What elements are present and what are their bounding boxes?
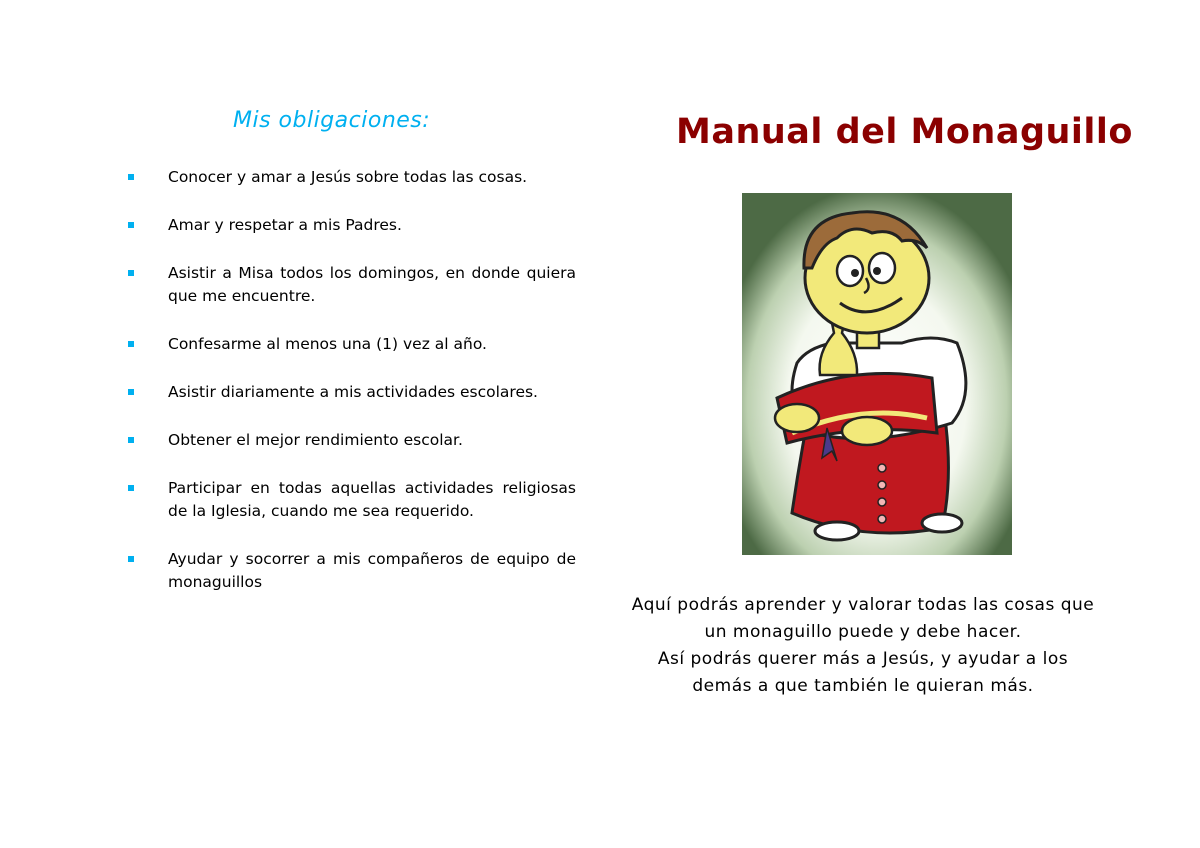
bullet-icon [128, 389, 134, 395]
caption-line: demás a que también le quieran más. [692, 676, 1034, 696]
bullet-icon [128, 556, 134, 562]
obligations-title: Mis obligaciones: [233, 108, 431, 133]
list-item [126, 262, 576, 308]
list-item [126, 166, 576, 189]
list-item-text: Asistir diariamente a mis actividades escolares. [168, 383, 538, 401]
list-item [126, 548, 576, 594]
list-item [126, 214, 576, 237]
bullet-icon [128, 437, 134, 443]
bullet-icon [128, 485, 134, 491]
caption-line: un monaguillo puede y debe hacer. [704, 622, 1022, 642]
caption-line: Aquí podrás aprender y valorar todas las cosas que [631, 595, 1095, 615]
caption-line: Así podrás querer más a Jesús, y ayudar a los [657, 649, 1069, 669]
list-item-text: Amar y respetar a mis Padres. [168, 216, 402, 234]
bullet-icon [128, 341, 134, 347]
manual-title: Manual del Monaguillo [676, 112, 1133, 152]
intro-caption [600, 592, 1126, 700]
list-item-text: Conocer y amar a Jesús sobre todas las cosas. [168, 168, 528, 186]
bullet-icon [128, 270, 134, 276]
list-item [126, 333, 576, 356]
list-item-text: Asistir a Misa todos los domingos, en donde quiera que me encuentre. [168, 264, 576, 305]
list-item-text: Ayudar y socorrer a mis compañeros de equipo de monaguillos [168, 550, 576, 591]
list-item-text: Obtener el mejor rendimiento escolar. [168, 431, 463, 449]
list-item-text: Participar en todas aquellas actividades religiosas de la Iglesia, cuando me sea requerido. [168, 479, 576, 520]
bullet-icon [128, 174, 134, 180]
obligations-list [126, 166, 576, 619]
list-item-text: Confesarme al menos una (1) vez al año. [168, 335, 487, 353]
bullet-icon [128, 222, 134, 228]
altar-boy-illustration [742, 193, 1012, 555]
list-item [126, 477, 576, 523]
list-item [126, 381, 576, 404]
list-item [126, 429, 576, 452]
